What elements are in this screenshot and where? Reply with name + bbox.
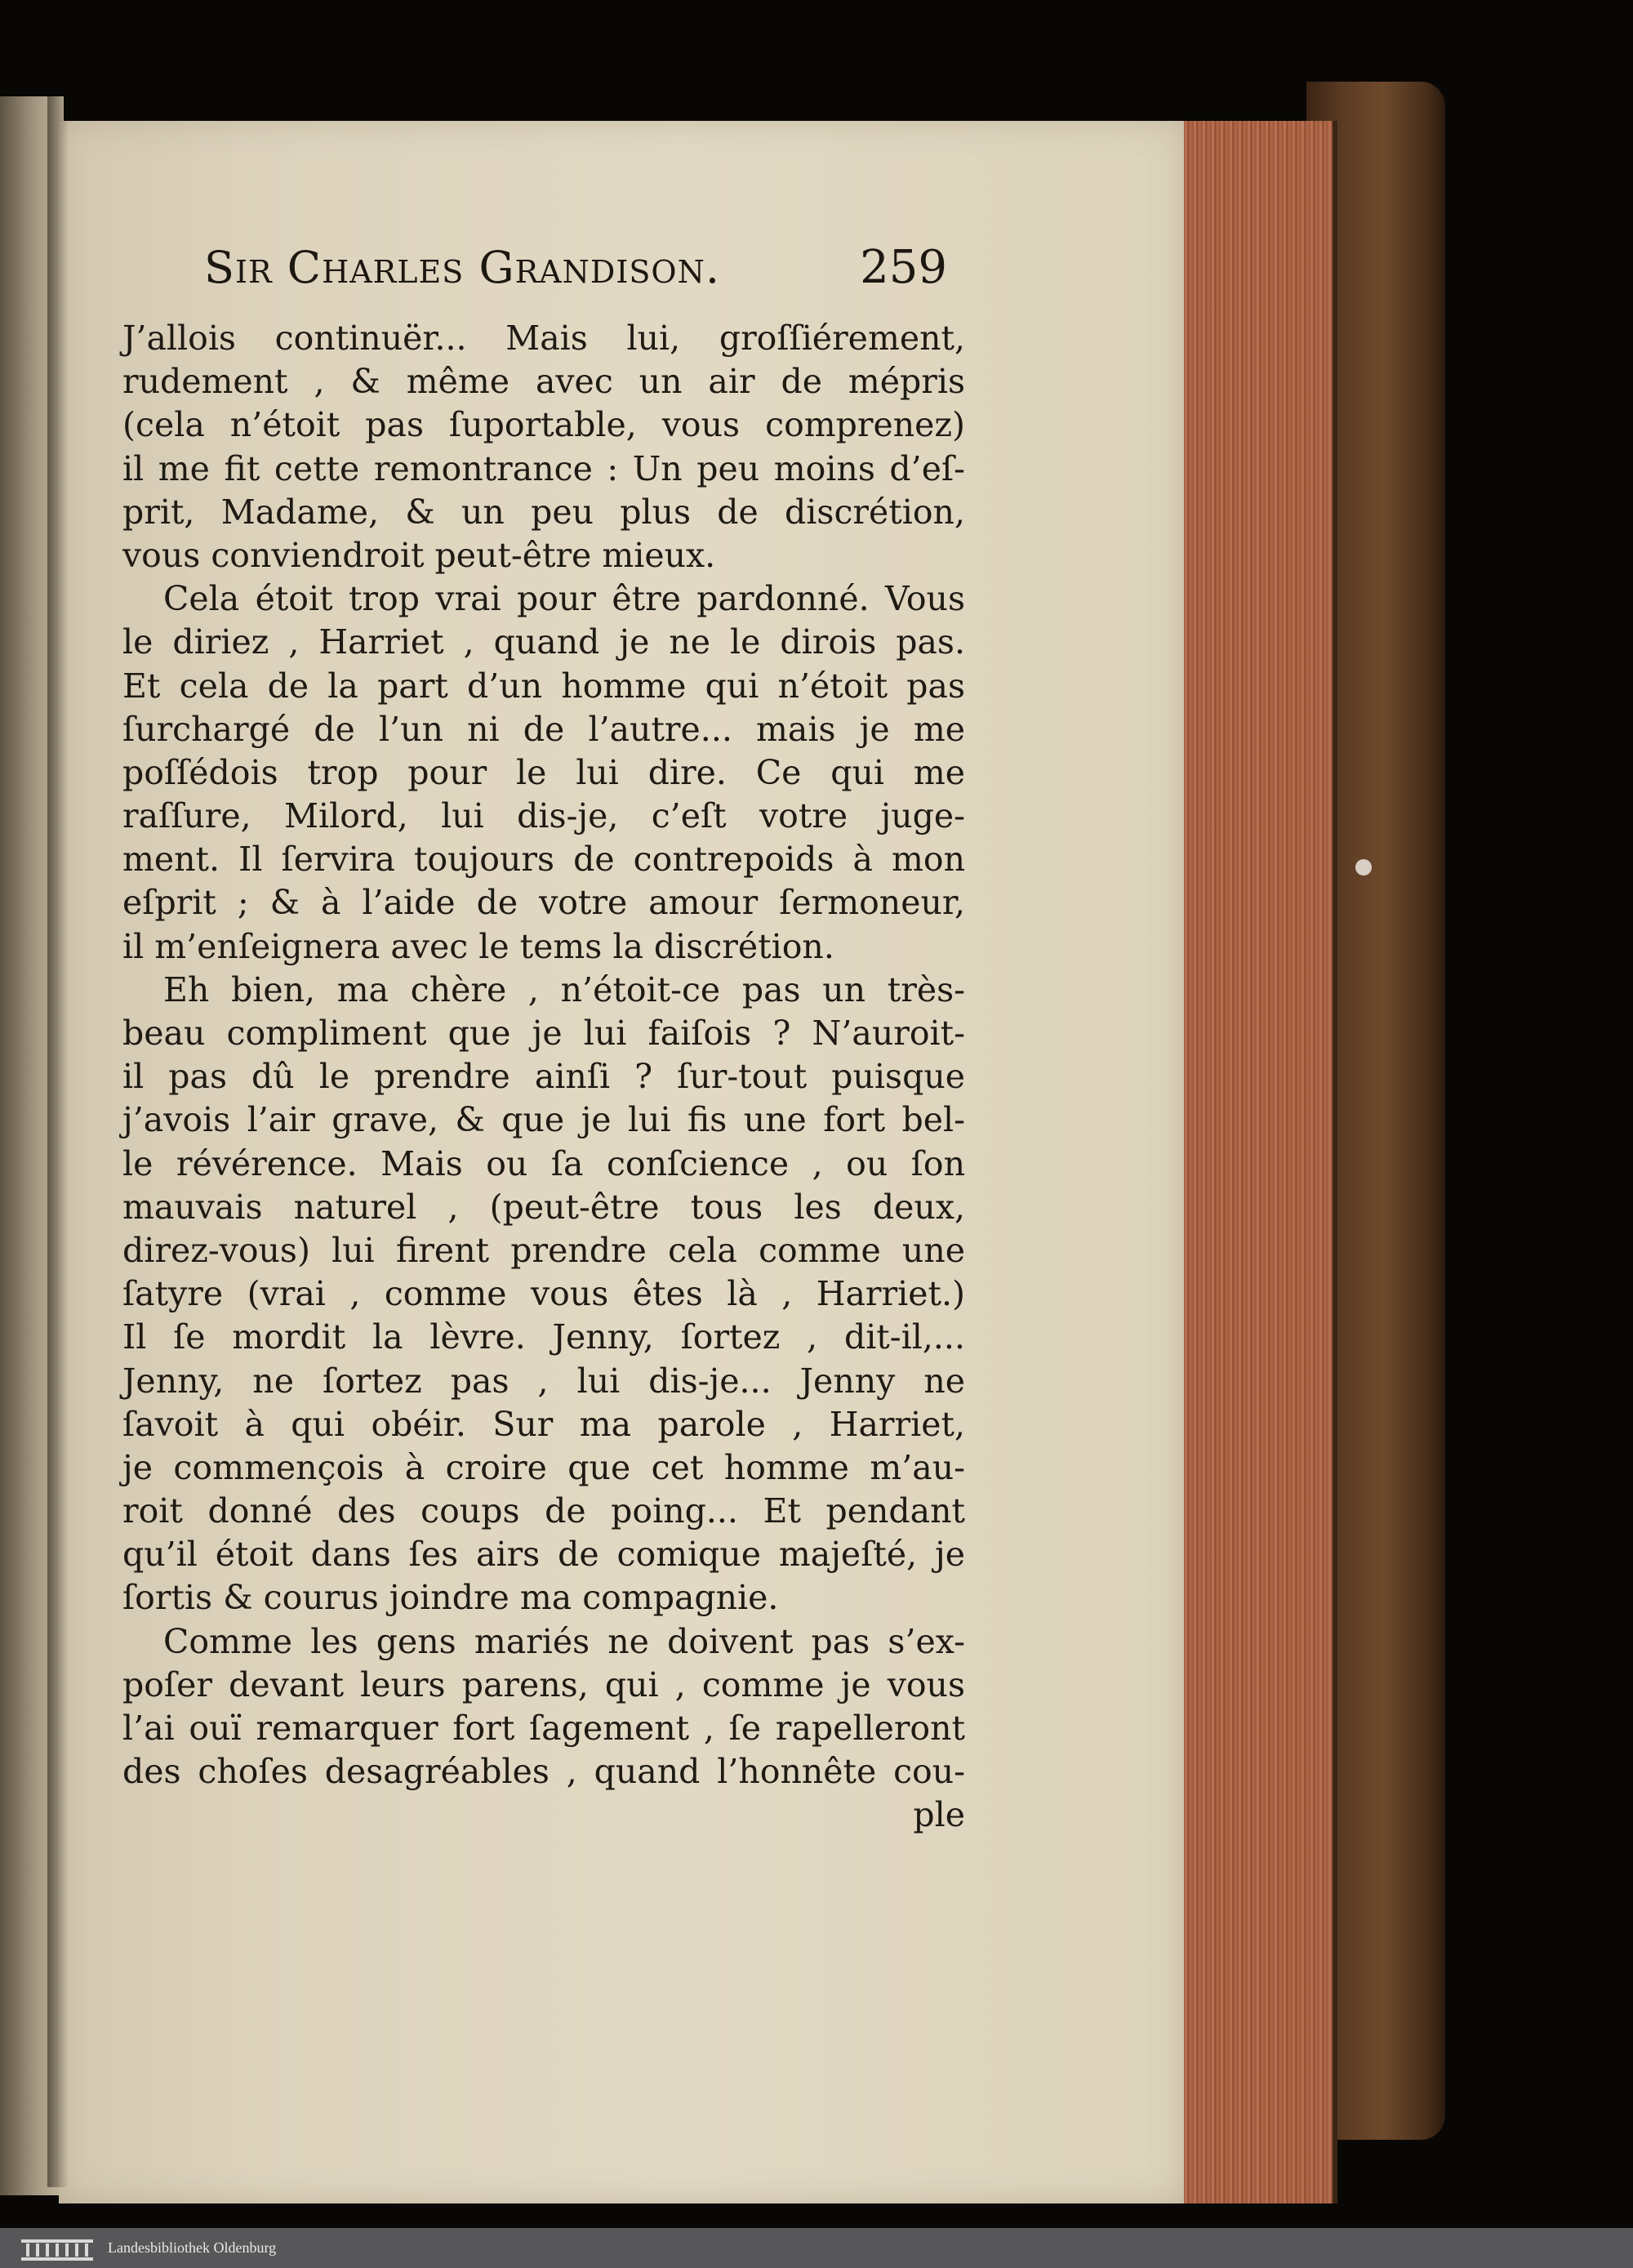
cover-hole bbox=[1355, 859, 1372, 876]
text-line: vous conviendroit peut-être mieux. bbox=[122, 535, 716, 575]
text-line: eſprit ; & à l’aide de votre amour ſermoneur, bbox=[122, 883, 965, 923]
text-line: poſer devant leurs parens, qui , comme je vous bbox=[122, 1664, 965, 1704]
text-line: Eh bien, ma chère , n’étoit-ce pas un très- bbox=[163, 969, 965, 1009]
text-line: (cela n’étoit pas ſuportable, vous comprenez) bbox=[122, 405, 965, 445]
library-name: Landesbibliothek Oldenburg bbox=[108, 2239, 277, 2256]
text-line: roit donné des coups de poing... Et pendant bbox=[122, 1491, 965, 1531]
text-line: Comme les gens mariés ne doivent pas s’ex- bbox=[163, 1621, 965, 1661]
text-line: je commençois à croire que cet homme m’au- bbox=[122, 1447, 965, 1487]
footer-bar bbox=[0, 2228, 1633, 2268]
running-head bbox=[204, 241, 947, 314]
catchword: ple bbox=[913, 1795, 965, 1835]
text-line: Il ſe mordit la lèvre. Jenny, ſortez , dit-il,... bbox=[122, 1317, 965, 1357]
text-line: des choſes desagréables , quand l’honnête cou- bbox=[122, 1752, 965, 1792]
text-line: ſavoit à qui obéir. Sur ma parole , Harriet, bbox=[122, 1404, 965, 1444]
text-line: rudement , & même avec un air de mépris bbox=[122, 362, 965, 402]
body-text bbox=[122, 317, 965, 1838]
text-line: qu’il étoit dans ſes airs de comique majeſté, je bbox=[122, 1535, 965, 1575]
text-line: ment. Il ſervira toujours de contrepoids à mon bbox=[122, 840, 965, 880]
text-line: Et cela de la part d’un homme qui n’étoit pas bbox=[122, 666, 965, 706]
text-line: ſortis & courus joindre ma compagnie. bbox=[122, 1578, 779, 1618]
spine-shadow bbox=[47, 96, 69, 2187]
text-line: Cela étoit trop vrai pour être pardonné. Vous bbox=[163, 579, 965, 619]
text-line: ſurchargé de l’un ni de l’autre... mais je me bbox=[122, 709, 965, 749]
text-line: poſſédois trop pour le lui dire. Ce qui me bbox=[122, 752, 965, 792]
text-line: J’allois continuër... Mais lui, groſſiérement, bbox=[122, 319, 965, 358]
text-line: ſatyre (vrai , comme vous êtes là , Harriet.) bbox=[122, 1274, 965, 1314]
page-block-edges bbox=[1184, 121, 1337, 2203]
text-line: raſſure, Milord, lui dis-je, c’eſt votre juge- bbox=[122, 796, 965, 836]
text-line: mauvais naturel , (peut-être tous les deux, bbox=[122, 1187, 965, 1227]
text-line: le révérence. Mais ou ſa conſcience , ou ſon bbox=[122, 1143, 965, 1183]
text-line: il me fit cette remontrance : Un peu moins d’eſ- bbox=[122, 448, 965, 488]
text-line: il m’enſeignera avec le tems la discrétion. bbox=[122, 926, 834, 966]
text-line: le diriez , Harriet , quand je ne le dirois pas. bbox=[122, 622, 965, 662]
text-line: prit, Madame, & un peu plus de discrétion, bbox=[122, 492, 965, 532]
page-title: Sir Charles Grandison. bbox=[204, 242, 720, 293]
text-line: l’ai ouï remarquer fort ſagement , ſe rapelleront bbox=[122, 1709, 965, 1748]
text-line: j’avois l’air grave, & que je lui fis une fort bel- bbox=[122, 1100, 965, 1140]
text-line: Jenny, ne ſortez pas , lui dis-je... Jenny ne bbox=[122, 1361, 965, 1401]
library-building-icon bbox=[20, 2235, 95, 2262]
text-line: direz-vous) lui firent prendre cela comme une bbox=[122, 1230, 965, 1270]
text-line: beau compliment que je lui faiſois ? N’auroit- bbox=[122, 1014, 965, 1053]
text-line: il pas dû le prendre ainſi ? ſur-tout puisque bbox=[122, 1057, 965, 1097]
page-number: 259 bbox=[860, 241, 947, 294]
